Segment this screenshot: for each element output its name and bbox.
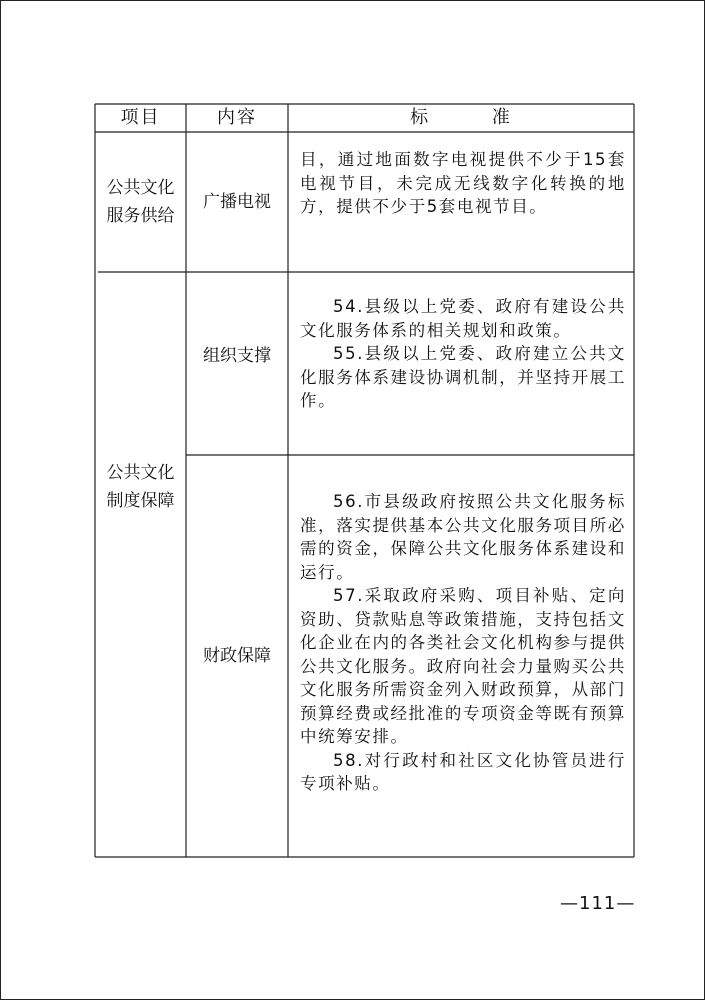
item-service-line2: 服务供给 — [106, 206, 175, 226]
item-service-line1: 公共文化 — [106, 178, 175, 198]
clause-57: 57.采取政府采购、项目补贴、定向资助、贷款贴息等政策措施，支持包括文化企业在内的各类社会文化机构参与提供公共文化服务。政府向社会力量购买公共文化服务所需资金列入财政预算，从部门预算经费或经批准的专项资金等既有预算中统筹安排。 — [300, 586, 626, 746]
standard-financial-guarantee — [300, 490, 626, 796]
content-broadcast-tv: 广播电视 — [203, 192, 271, 212]
page-number: —111— — [560, 893, 636, 914]
standard-broadcast-p1: 目，通过地面数字电视提供不少于15套电视节目，未完成无线数字化转换的地方，提供不少于5套电视节目。 — [300, 150, 626, 216]
item-system-line2: 制度保障 — [106, 491, 175, 511]
content-financial-guarantee: 财政保障 — [203, 646, 271, 666]
clause-55: 55.县级以上党委、政府建立公共文化服务体系建设协调机制，并坚持开展工作。 — [300, 344, 626, 410]
clause-58: 58.对行政村和社区文化协管员进行专项补贴。 — [300, 750, 626, 793]
clause-54: 54.县级以上党委、政府有建设公共文化服务体系的相关规划和政策。 — [300, 297, 626, 340]
header-standard: 标 准 — [410, 107, 512, 128]
header-content: 内容 — [217, 107, 257, 128]
item-service-supply — [95, 132, 186, 272]
item-system-line1: 公共文化 — [106, 463, 175, 483]
clause-56: 56.市县级政府按照公共文化服务标准，落实提供基本公共文化服务项目所必需的资金，保障公共文化服务体系建设和运行。 — [300, 492, 626, 582]
header-item: 项目 — [120, 107, 161, 128]
standard-org-support — [300, 295, 626, 413]
item-system-guarantee — [95, 272, 186, 702]
content-org-support: 组织支撑 — [203, 346, 271, 366]
standard-broadcast-tv — [300, 148, 626, 219]
